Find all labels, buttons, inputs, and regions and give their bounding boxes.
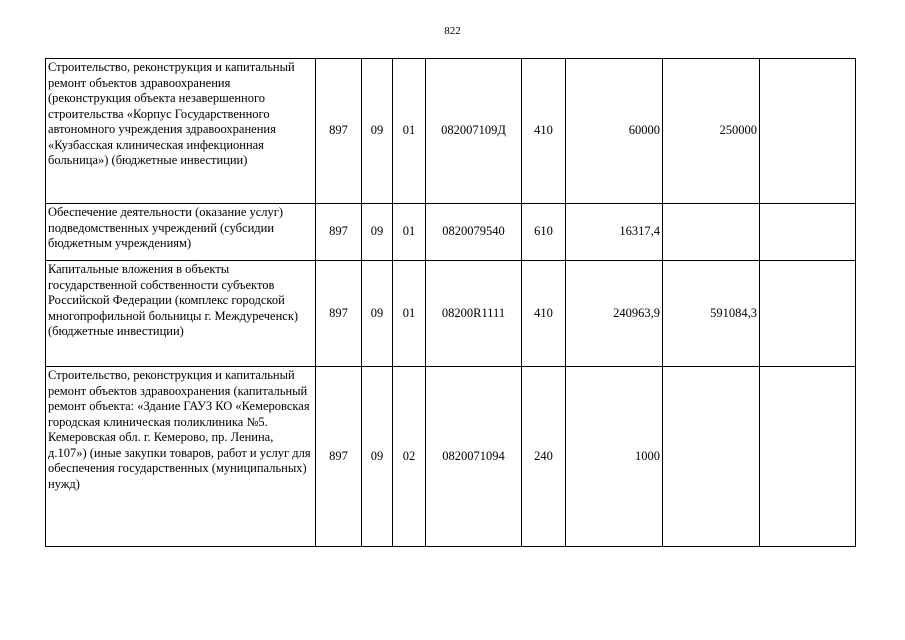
section-code: 09 [362,367,393,547]
amount-1: 16317,4 [566,204,663,261]
ministry-code: 897 [316,204,362,261]
table-row [46,204,856,261]
subsection-code: 01 [393,261,426,367]
amount-1: 60000 [566,59,663,204]
amount-2 [663,367,760,547]
amount-3 [760,261,856,367]
target-article-code: 082007109Д [426,59,522,204]
amount-3 [760,59,856,204]
target-article-code: 0820079540 [426,204,522,261]
amount-3 [760,367,856,547]
section-code: 09 [362,204,393,261]
section-code: 09 [362,261,393,367]
budget-table [45,58,856,547]
row-description: Строительство, реконструкция и капитальный ремонт объектов здравоохранения (капитальный ремонт объекта: «Здание ГАУЗ КО «Кемеровская городская клиническая поликлиника №5. Кемеровская обл. г. Кемерово, пр. Ленина, д.107») (иные закупки товаров, работ и услуг для обеспечения государственных (муниципальных) нужд) [46,367,316,547]
expense-type-code: 240 [522,367,566,547]
subsection-code: 01 [393,59,426,204]
row-description: Обеспечение деятельности (оказание услуг) подведомственных учреждений (субсидии бюджетным учреждениям) [46,204,316,261]
table-row [46,261,856,367]
row-description: Строительство, реконструкция и капитальный ремонт объектов здравоохранения (реконструкция объекта незавершенного строительства «Корпус Государственного автономного учреждения здравоохранения «Кузбасская клиническая инфекционная больница») (бюджетные инвестиции) [46,59,316,204]
section-code: 09 [362,59,393,204]
row-description: Капитальные вложения в объекты государственной собственности субъектов Российской Федерации (комплекс городской многопрофильной больницы г. Междуреченск) (бюджетные инвестиции) [46,261,316,367]
ministry-code: 897 [316,59,362,204]
table-row [46,367,856,547]
expense-type-code: 410 [522,59,566,204]
ministry-code: 897 [316,261,362,367]
page-number: 822 [444,25,461,37]
target-article-code: 08200R1111 [426,261,522,367]
subsection-code: 02 [393,367,426,547]
expense-type-code: 610 [522,204,566,261]
subsection-code: 01 [393,204,426,261]
expense-type-code: 410 [522,261,566,367]
amount-1: 1000 [566,367,663,547]
amount-1: 240963,9 [566,261,663,367]
amount-2 [663,204,760,261]
amount-3 [760,204,856,261]
ministry-code: 897 [316,367,362,547]
target-article-code: 0820071094 [426,367,522,547]
table-row [46,59,856,204]
amount-2: 591084,3 [663,261,760,367]
amount-2: 250000 [663,59,760,204]
